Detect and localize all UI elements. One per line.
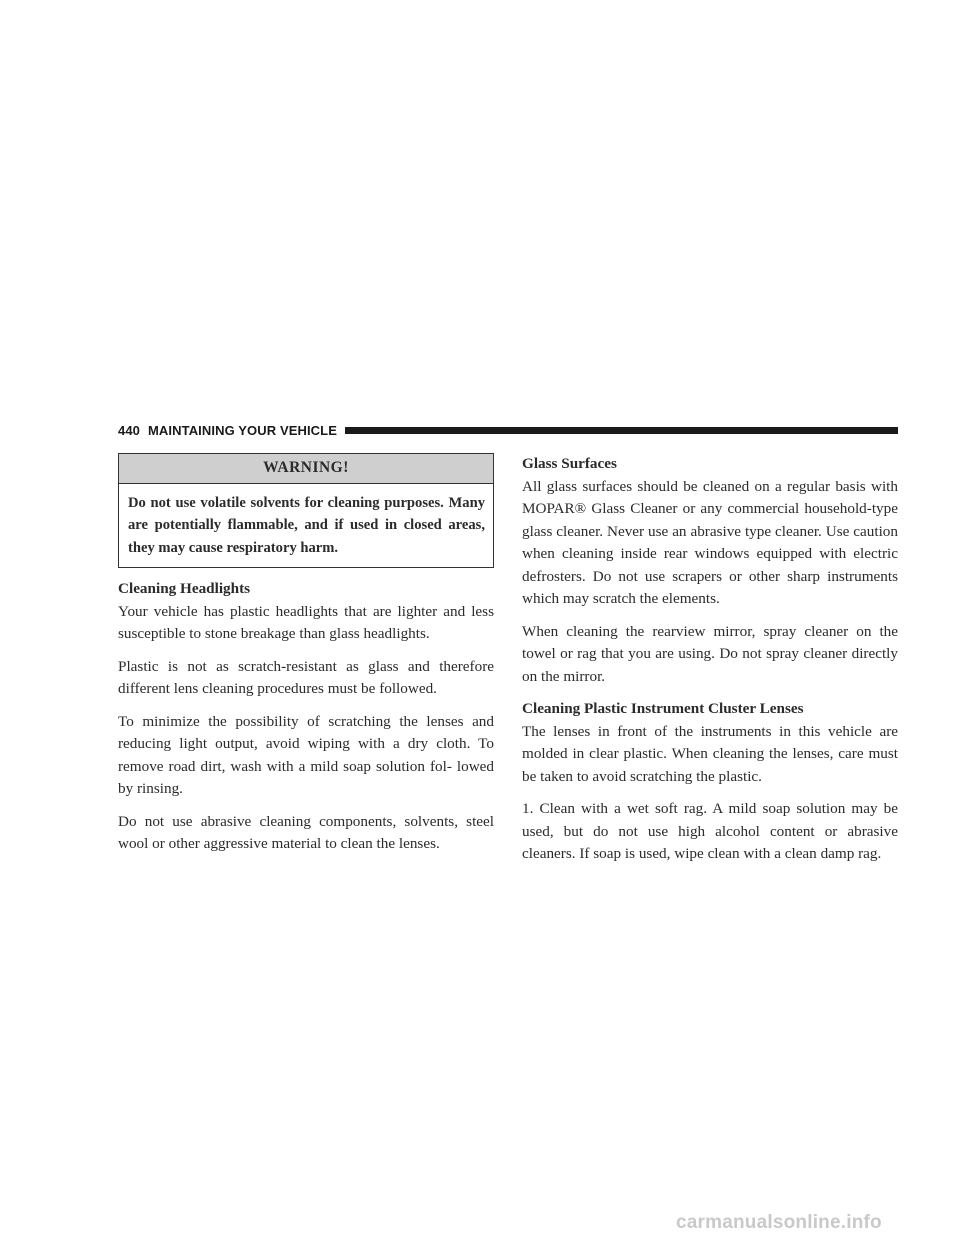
paragraph: To minimize the possibility of scratching the lenses and reducing light output, avoid wiping with a dry cloth. To remove road dirt, wash with a mild soap solution fol- lowed by rinsing. (118, 712, 494, 797)
right-column (522, 453, 898, 876)
page-number: 440 (118, 422, 140, 438)
warning-body: Do not use volatile solvents for cleaning purposes. Many are potentially flammable, and if used in closed areas, they may cause respiratory harm. (128, 494, 485, 556)
warning-title: WARNING! (119, 454, 493, 484)
paragraph: When cleaning the rearview mirror, spray cleaner on the towel or rag that you are using. Do not spray cleaner directly on the mirror. (522, 622, 898, 685)
warning-box (118, 453, 494, 568)
paragraph: Your vehicle has plastic headlights that are lighter and less susceptible to stone breakage than glass headlights. (118, 602, 494, 642)
section-title: MAINTAINING YOUR VEHICLE (148, 422, 337, 438)
paragraph: Plastic is not as scratch-resistant as glass and therefore different lens cleaning procedures must be followed. (118, 657, 494, 697)
heading-cluster-lenses: Cleaning Plastic Instrument Cluster Lenses (522, 700, 804, 717)
watermark-link[interactable]: carmanualsonline.info (676, 1212, 882, 1233)
page-header (118, 421, 898, 439)
heading-cleaning-headlights: Cleaning Headlights (118, 580, 251, 597)
paragraph: Do not use abrasive cleaning components, solvents, steel wool or other aggressive material to clean the lenses. (118, 812, 494, 852)
left-column (118, 453, 494, 866)
header-rule (345, 427, 898, 434)
heading-glass-surfaces: Glass Surfaces (522, 455, 617, 472)
paragraph: All glass surfaces should be cleaned on a regular basis with MOPAR® Glass Cleaner or any commercial household-type glass cleaner. Never use an abrasive type cleaner. Use caution when cleaning inside rear windows equipped with electric defrosters. Do not use scrapers or other sharp instruments which may scratch the elements. (522, 477, 898, 607)
paragraph: The lenses in front of the instruments in this vehicle are molded in clear plastic. When cleaning the lenses, care must be taken to avoid scratching the plastic. (522, 722, 898, 785)
paragraph: 1. Clean with a wet soft rag. A mild soap solution may be used, but do not use high alcohol content or abrasive cleaners. If soap is used, wipe clean with a clean damp rag. (522, 800, 898, 862)
